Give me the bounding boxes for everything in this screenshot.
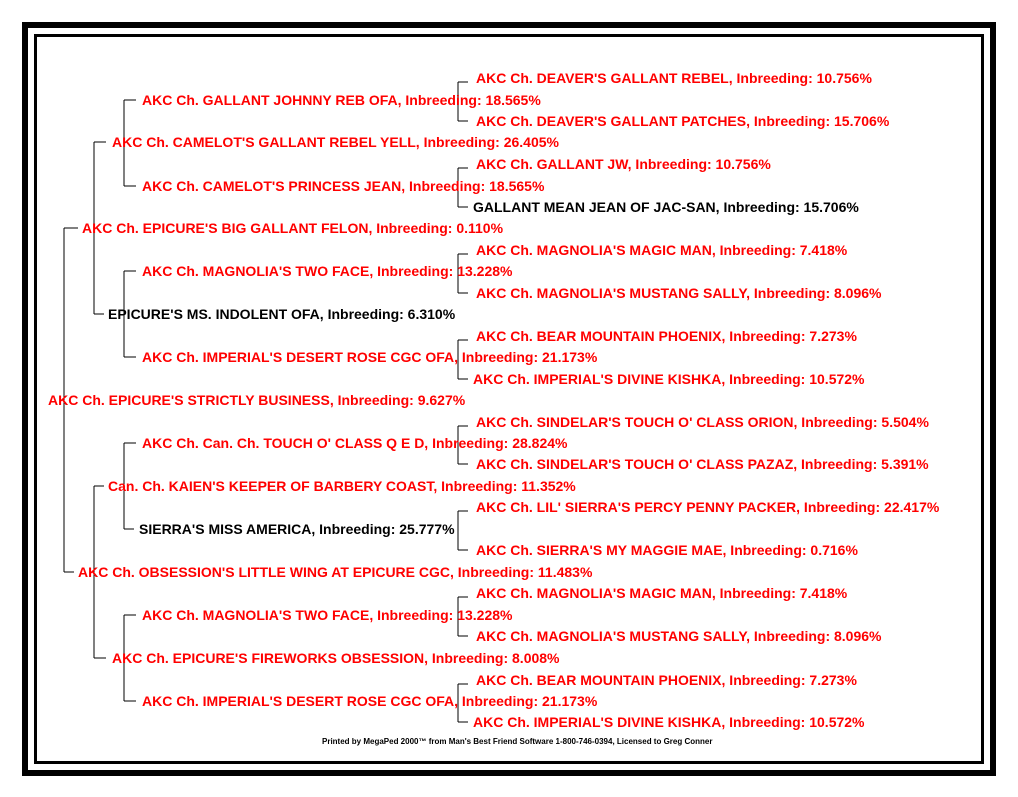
pedigree-entry-gen3-8: AKC Ch. IMPERIAL'S DESERT ROSE CGC OFA, Inbreeding: 21.173% (142, 693, 598, 709)
pedigree-entry-gen2-2: EPICURE'S MS. INDOLENT OFA, Inbreeding: 6.310% (108, 306, 456, 322)
pedigree-entry-gen4-11: AKC Ch. LIL' SIERRA'S PERCY PENNY PACKER, Inbreeding: 22.417% (476, 499, 940, 515)
pedigree-entry-gen4-12: AKC Ch. SIERRA'S MY MAGGIE MAE, Inbreeding: 0.716% (476, 542, 858, 558)
pedigree-entry-gen3-6: SIERRA'S MISS AMERICA, Inbreeding: 25.777% (139, 521, 455, 537)
pedigree-entry-sire: AKC Ch. EPICURE'S BIG GALLANT FELON, Inbreeding: 0.110% (82, 220, 504, 236)
pedigree-entry-gen4-2: AKC Ch. DEAVER'S GALLANT PATCHES, Inbreeding: 15.706% (476, 113, 890, 129)
pedigree-entry-gen4-16: AKC Ch. IMPERIAL'S DIVINE KISHKA, Inbreeding: 10.572% (473, 714, 865, 730)
pedigree-entry-gen4-15: AKC Ch. BEAR MOUNTAIN PHOENIX, Inbreeding: 7.273% (476, 672, 857, 688)
pedigree-entry-gen3-4: AKC Ch. IMPERIAL'S DESERT ROSE CGC OFA, Inbreeding: 21.173% (142, 349, 598, 365)
pedigree-entry-gen4-4: GALLANT MEAN JEAN OF JAC-SAN, Inbreeding: 15.706% (473, 199, 859, 215)
pedigree-entry-gen3-5: AKC Ch. Can. Ch. TOUCH O' CLASS Q E D, Inbreeding: 28.824% (142, 435, 568, 451)
pedigree-entry-gen4-14: AKC Ch. MAGNOLIA'S MUSTANG SALLY, Inbreeding: 8.096% (476, 628, 882, 644)
pedigree-entry-gen2-1: AKC Ch. CAMELOT'S GALLANT REBEL YELL, Inbreeding: 26.405% (112, 134, 559, 150)
pedigree-entry-gen3-7: AKC Ch. MAGNOLIA'S TWO FACE, Inbreeding: 13.228% (142, 607, 513, 623)
pedigree-entry-dam: AKC Ch. OBSESSION'S LITTLE WING AT EPICURE CGC, Inbreeding: 11.483% (78, 564, 593, 580)
pedigree-entry-gen4-7: AKC Ch. BEAR MOUNTAIN PHOENIX, Inbreeding: 7.273% (476, 328, 857, 344)
pedigree-entry-gen3-3: AKC Ch. MAGNOLIA'S TWO FACE, Inbreeding: 13.228% (142, 263, 513, 279)
pedigree-entry-gen4-8: AKC Ch. IMPERIAL'S DIVINE KISHKA, Inbreeding: 10.572% (473, 371, 865, 387)
pedigree-entry-gen4-5: AKC Ch. MAGNOLIA'S MAGIC MAN, Inbreeding: 7.418% (476, 242, 848, 258)
pedigree-entry-gen4-6: AKC Ch. MAGNOLIA'S MUSTANG SALLY, Inbreeding: 8.096% (476, 285, 882, 301)
print-footer: Printed by MegaPed 2000™ from Man's Best Friend Software 1-800-746-0394, Licensed to Greg Conner (322, 737, 713, 746)
pedigree-entry-gen4-1: AKC Ch. DEAVER'S GALLANT REBEL, Inbreeding: 10.756% (476, 70, 872, 86)
pedigree-entry-gen3-1: AKC Ch. GALLANT JOHNNY REB OFA, Inbreeding: 18.565% (142, 92, 541, 108)
pedigree-entry-gen4-9: AKC Ch. SINDELAR'S TOUCH O' CLASS ORION, Inbreeding: 5.504% (476, 414, 929, 430)
pedigree-entry-gen2-3: Can. Ch. KAIEN'S KEEPER OF BARBERY COAST, Inbreeding: 11.352% (108, 478, 576, 494)
pedigree-entry-gen3-2: AKC Ch. CAMELOT'S PRINCESS JEAN, Inbreeding: 18.565% (142, 178, 545, 194)
pedigree-entry-gen2-4: AKC Ch. EPICURE'S FIREWORKS OBSESSION, Inbreeding: 8.008% (112, 650, 560, 666)
pedigree-entry-gen4-13: AKC Ch. MAGNOLIA'S MAGIC MAN, Inbreeding: 7.418% (476, 585, 848, 601)
pedigree-entry-gen4-3: AKC Ch. GALLANT JW, Inbreeding: 10.756% (476, 156, 771, 172)
pedigree-entry-subject: AKC Ch. EPICURE'S STRICTLY BUSINESS, Inbreeding: 9.627% (48, 392, 466, 408)
pedigree-entry-gen4-10: AKC Ch. SINDELAR'S TOUCH O' CLASS PAZAZ, Inbreeding: 5.391% (476, 456, 929, 472)
